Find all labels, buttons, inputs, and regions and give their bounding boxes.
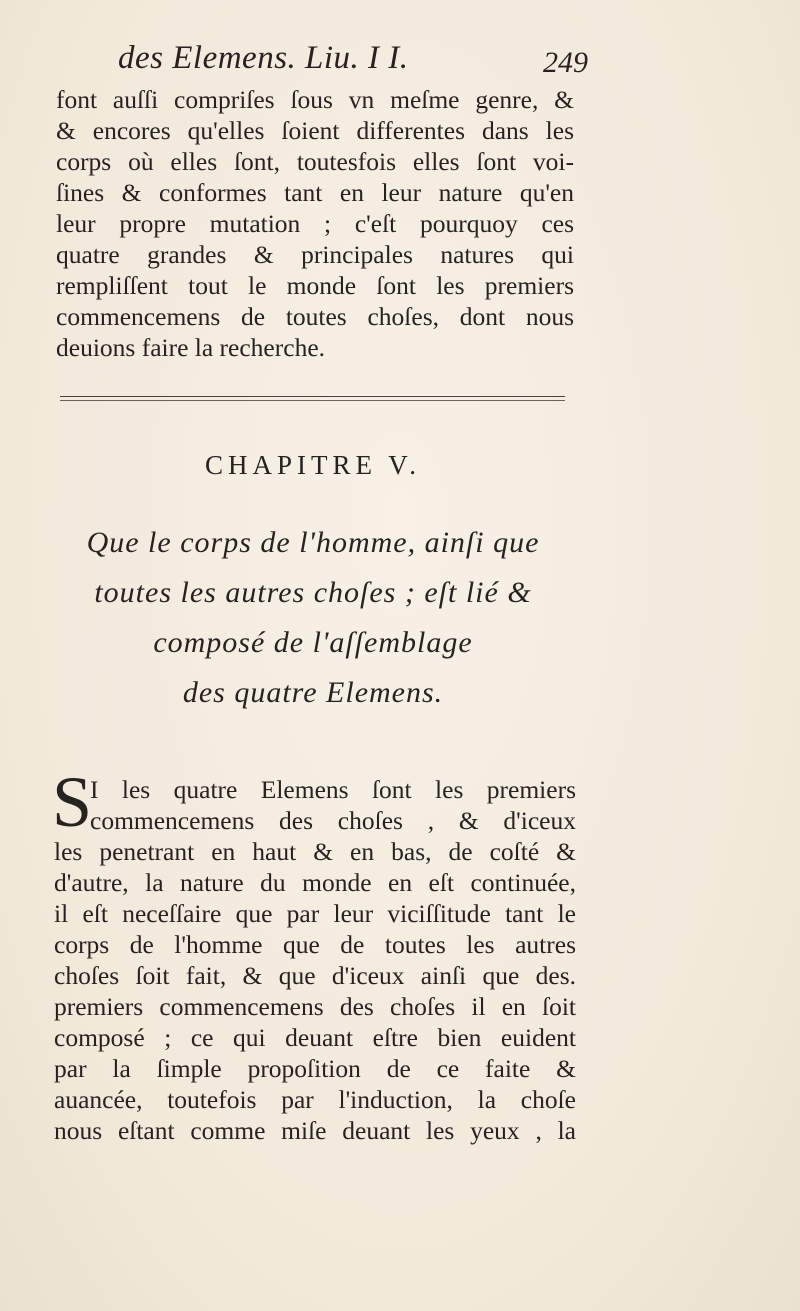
text-line: leur propre mutation ; c'eſt pourquoy ces bbox=[56, 209, 574, 238]
running-title: des Elemens. Liu. I I. bbox=[118, 40, 409, 76]
chapter-title-line: des quatre Elemens. bbox=[182, 676, 444, 709]
text-line: quatre grandes & principales natures qui bbox=[56, 240, 574, 269]
text-line: il eſt neceſſaire que par leur viciſſitude tant le bbox=[54, 899, 576, 928]
text-line: les penetrant en haut & en bas, de coſté & bbox=[54, 837, 576, 866]
text-line: & encores qu'elles ſoient differentes dans les bbox=[56, 116, 574, 145]
text-line: premiers commencemens des choſes il en ſoit bbox=[54, 992, 576, 1021]
drop-cap: S bbox=[52, 762, 93, 842]
chapter-title bbox=[58, 518, 568, 718]
chapter-title-line: toutes les autres choſes ; eſt lié & bbox=[94, 576, 532, 609]
text-line: nous eſtant comme miſe deuant les yeux , la bbox=[54, 1116, 576, 1145]
page-header bbox=[118, 40, 588, 84]
divider-rule-thin bbox=[60, 400, 565, 401]
text-line: corps de l'homme que de toutes les autres bbox=[54, 930, 576, 959]
chapter-title-line: Que le corps de l'homme, ainſi que bbox=[86, 526, 540, 559]
text-line: par la ſimple propoſition de ce faite & bbox=[54, 1054, 576, 1083]
text-line: auancée, toutefois par l'induction, la choſe bbox=[54, 1085, 576, 1114]
text-line: commencemens de toutes choſes, dont nous bbox=[56, 302, 574, 331]
chapter-title-line: composé de l'aſſemblage bbox=[153, 626, 473, 659]
text-line: font auſſi compriſes ſous vn meſme genre, & bbox=[56, 85, 574, 114]
text-line: rempliſſent tout le monde ſont les premiers bbox=[56, 271, 574, 300]
paragraph-continued bbox=[56, 84, 574, 363]
chapter-heading: CHAPITRE V. bbox=[204, 450, 422, 480]
text-line: deuions faire la recherche. bbox=[56, 333, 326, 362]
text-line: commencemens des choſes , & d'iceux bbox=[90, 806, 576, 835]
page-number: 249 bbox=[543, 46, 588, 79]
text-line: I les quatre Elemens ſont les premiers bbox=[90, 775, 576, 804]
chapter-body-paragraph bbox=[54, 774, 576, 1146]
text-line: corps où elles ſont, toutesfois elles ſont voi- bbox=[56, 147, 574, 176]
text-line: choſes ſoit fait, & que d'iceux ainſi que des. bbox=[54, 961, 576, 990]
text-line: d'autre, la nature du monde en eſt continuée, bbox=[54, 868, 576, 897]
text-line: composé ; ce qui deuant eſtre bien euident bbox=[54, 1023, 576, 1052]
divider-rule bbox=[60, 396, 565, 397]
text-line: ſines & conformes tant en leur nature qu'en bbox=[56, 178, 574, 207]
